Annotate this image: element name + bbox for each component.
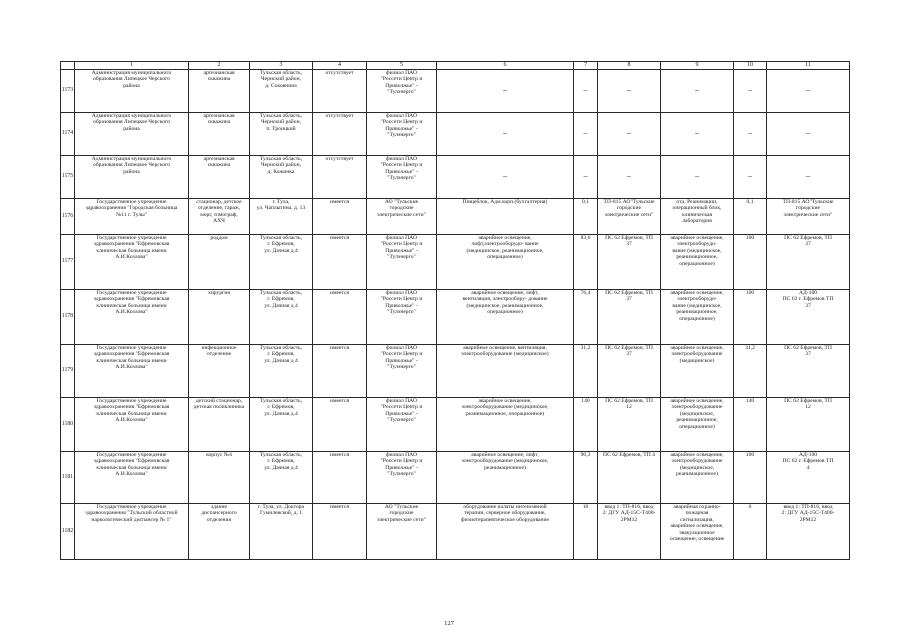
table-cell-c3: Тульская область, Чернский район, п. Троицкий — [250, 112, 313, 155]
table-cell-c7: 83,6 — [574, 234, 598, 289]
header-cell: 1 — [75, 62, 189, 70]
table-row — [61, 451, 850, 503]
table-cell-c6: – — [437, 112, 574, 155]
table-cell-c4: отсутствует — [313, 112, 367, 155]
table-cell-c8: ПС 62 Ефремов, ТП 37 — [598, 344, 661, 397]
table-cell-name: Государственное учреждение здравоохранения "Ефремовская клиническая больница имени А.И.Козлова" — [75, 451, 189, 503]
table-cell-c8: ТП-815 АО"Тульские городские электрические сети" — [598, 198, 661, 234]
table-cell-c6: аварийное освещение, вентиляция, электрооборудование (медицинское) — [437, 344, 574, 397]
table-cell-c7: – — [574, 112, 598, 155]
table-cell-c7: 10 — [574, 503, 598, 559]
table-cell-c11: – — [767, 69, 850, 112]
table-row — [61, 289, 850, 344]
row-number: 1177 — [61, 234, 75, 289]
table-cell-c5: филиал ПАО "Россети Центр и Приволжье" - "Тулэнерго" — [367, 344, 437, 397]
table-cell-c7: – — [574, 69, 598, 112]
table-cell-c10: 31,2 — [734, 344, 767, 397]
table-cell-c8: ПС 62 Ефремов, ТП 37 — [598, 234, 661, 289]
table-cell-c10: 100 — [734, 451, 767, 503]
table-cell-c11: ПС 62 Ефремов, ТП 12 — [767, 397, 850, 451]
row-number: 1179 — [61, 344, 75, 397]
row-number: 1181 — [61, 451, 75, 503]
table-cell-c4: имеется — [313, 198, 367, 234]
table-cell-name: Государственное учреждение здравоохранения "Ефремовская клиническая больница имени А.И.Козлова" — [75, 397, 189, 451]
table-cell-c4: отсутствует — [313, 155, 367, 198]
table-cell-c4: имеется — [313, 234, 367, 289]
header-cell-blank — [61, 62, 75, 70]
table-cell-c11: ПС 62 Ефремов, ТП 37 — [767, 344, 850, 397]
table-cell-c9: аварийное освещение, электрооборудование (медицинское) — [661, 344, 734, 397]
table-cell-c4: имеется — [313, 503, 367, 559]
table-cell-c2: хирургия — [189, 289, 250, 344]
table-cell-c3: Тульская область, Чернский район, д. Соковнина — [250, 69, 313, 112]
table-cell-c2: артезианская скважина — [189, 112, 250, 155]
table-cell-c10: 0,1 — [734, 198, 767, 234]
table-row — [61, 69, 850, 112]
table-cell-c2: корпус №4 — [189, 451, 250, 503]
table-cell-c6: – — [437, 69, 574, 112]
table-cell-c6: – — [437, 155, 574, 198]
header-row — [61, 62, 850, 70]
table-cell-c11: ТП-815 АО"Тульские городские электрические сети" — [767, 198, 850, 234]
table-cell-c8: ПС 62 Ефремов, ТП 37 — [598, 289, 661, 344]
table-cell-c2: роддом — [189, 234, 250, 289]
table-row — [61, 155, 850, 198]
table-cell-c8: – — [598, 155, 661, 198]
table-cell-c9: аварийная охранно- пожарная сигнализация, аварийное освещение, эвакуационное освещение, освещение — [661, 503, 734, 559]
row-number: 1178 — [61, 289, 75, 344]
table-cell-c7: 31,2 — [574, 344, 598, 397]
table-cell-name: Государственное учреждение здравоохранения "Ефремовская клиническая больница имени А.И.Козлова" — [75, 344, 189, 397]
table-cell-c5: филиал ПАО "Россети Центр и Приволжье" - "Тулэнерго" — [367, 112, 437, 155]
table-cell-c6: аварийное освещение, лифт,электрооборудо- вание (медицинское, реанимационное, операционное) — [437, 234, 574, 289]
table-cell-c9: аварийное освещение, электрооборудование (медицинское, реанимационное) — [661, 451, 734, 503]
table-cell-c7: – — [574, 155, 598, 198]
table-cell-c8: ввод 1: ТП-816, ввод 2: ДГУ АД-15С-Т400- 2РМ12 — [598, 503, 661, 559]
table-cell-c10: – — [734, 112, 767, 155]
table-cell-c11: ввод 1: ТП-816, ввод 2: ДГУ АД-15С-Т400- 2РМ12 — [767, 503, 850, 559]
row-number: 1180 — [61, 397, 75, 451]
row-number: 1174 — [61, 112, 75, 155]
table-cell-c6: Пищеблок, Адм.корп.(бухгалтерия) — [437, 198, 574, 234]
table-cell-name: Государственное учреждение здравоохранения "Городская больница №11 г. Тулы" — [75, 198, 189, 234]
table-cell-c11: – — [767, 112, 850, 155]
table-cell-name: Государственное учреждение здравоохранения "Ефремовская клиническая больница имени А.И.Козлова" — [75, 289, 189, 344]
table-row — [61, 112, 850, 155]
table-cell-c2: стационар, детское отделение, гараж, морг, томограф, АХЧ — [189, 198, 250, 234]
row-number: 1182 — [61, 503, 75, 559]
table-cell-c10: 100 — [734, 234, 767, 289]
header-cell: 9 — [661, 62, 734, 70]
table-cell-c7: 140 — [574, 397, 598, 451]
page-number: 127 — [444, 620, 454, 627]
table-cell-c8: ПС 62 Ефремов, ТП 4 — [598, 451, 661, 503]
table-cell-c5: филиал ПАО "Россети Центр и Приволжье" - "Тулэнерго" — [367, 234, 437, 289]
table-cell-name: Администрация муниципального образования Липецкое Черского района — [75, 69, 189, 112]
table-cell-c9: аварийное освещение, электрооборудо- вание (медицинское, реанимационное, операционное) — [661, 289, 734, 344]
table-cell-c5: АО "Тульские городские электрические сети" — [367, 503, 437, 559]
table-cell-c5: филиал ПАО "Россети Центр и Приволжье" - "Тулэнерго" — [367, 397, 437, 451]
table-row — [61, 344, 850, 397]
table-cell-c3: Тульская область, г. Ефремов, ул. Дачная д.4 — [250, 451, 313, 503]
table-cell-c7: 90,3 — [574, 451, 598, 503]
table-cell-c2: здание диспансерного отделения — [189, 503, 250, 559]
table-cell-c2: детский стационар, детская поликлиника — [189, 397, 250, 451]
table-cell-name: Государственное учреждение здравоохранения "Тульский областной наркологический диспансер № 1" — [75, 503, 189, 559]
table-cell-c9: аварийное освещение, электрооборудование (медицинское, реанимационное, операционное) — [661, 397, 734, 451]
table-cell-c10: – — [734, 69, 767, 112]
table-cell-c10: 100 — [734, 289, 767, 344]
table-cell-c9: – — [661, 69, 734, 112]
table-cell-c2: артезианская скважина — [189, 155, 250, 198]
table-cell-c5: филиал ПАО "Россети Центр и Приволжье" - "Тулэнерго" — [367, 69, 437, 112]
table-row — [61, 198, 850, 234]
table-cell-c3: Тульская область, г. Ефремов, ул. Дачная д.4 — [250, 234, 313, 289]
energy-facilities-table — [60, 61, 850, 560]
table-cell-c7: 76,4 — [574, 289, 598, 344]
table-cell-c4: имеется — [313, 451, 367, 503]
table-cell-c4: отсутствует — [313, 69, 367, 112]
table-cell-c2: инфекционное отделение — [189, 344, 250, 397]
table-row — [61, 234, 850, 289]
table-cell-c6: аварийное освещение, лифт, вентиляция, электрообору- дование (медицинское, реанимационное, операционное) — [437, 289, 574, 344]
table-cell-c10: 6 — [734, 503, 767, 559]
table-cell-c8: – — [598, 112, 661, 155]
table-cell-c3: г. Тула, ул. Чаплыгина, д. 13 — [250, 198, 313, 234]
header-cell: 3 — [250, 62, 313, 70]
table-cell-c9: аварийное освещение, электрооборудо- вание (медицинское, реанимационное, операционное) — [661, 234, 734, 289]
table-cell-c5: филиал ПАО "Россети Центр и Приволжье" - "Тулэнерго" — [367, 155, 437, 198]
table-cell-c3: г. Тула, ул. Доктора Гумилевской, д. 1 — [250, 503, 313, 559]
table-body — [61, 62, 850, 560]
row-number: 1176 — [61, 198, 75, 234]
header-cell: 11 — [767, 62, 850, 70]
table-cell-c9: – — [661, 112, 734, 155]
table-row — [61, 503, 850, 559]
table-cell-c2: артезианская скважина — [189, 69, 250, 112]
table-cell-c4: имеется — [313, 397, 367, 451]
table-cell-c5: филиал ПАО "Россети Центр и Приволжье" - "Тулэнерго" — [367, 451, 437, 503]
table-cell-c11: АД-100 ПС 62 г. Ефремов ТП 4 — [767, 451, 850, 503]
table-cell-c7: 0,1 — [574, 198, 598, 234]
table-cell-c11: – — [767, 155, 850, 198]
table-cell-c9: отд. Реанимации, операционный блок, клиническая лаборатория — [661, 198, 734, 234]
table-cell-c4: имеется — [313, 289, 367, 344]
table-cell-c8: ПС 62 Ефремов, ТП 12 — [598, 397, 661, 451]
header-cell: 10 — [734, 62, 767, 70]
table-cell-c3: Тульская область, г. Ефремов, ул. Дачная д.4 — [250, 397, 313, 451]
table-cell-c5: филиал ПАО "Россети Центр и Приволжье" - "Тулэнерго" — [367, 289, 437, 344]
table-cell-name: Государственное учреждение здравоохранения "Ефремовская клиническая больница имени А.И.Козлова" — [75, 234, 189, 289]
header-cell: 7 — [574, 62, 598, 70]
table-cell-c9: – — [661, 155, 734, 198]
table-cell-c10: 140 — [734, 397, 767, 451]
header-cell: 4 — [313, 62, 367, 70]
header-cell: 6 — [437, 62, 574, 70]
header-cell: 5 — [367, 62, 437, 70]
table-cell-c10: – — [734, 155, 767, 198]
row-number: 1175 — [61, 155, 75, 198]
table-cell-c8: – — [598, 69, 661, 112]
table-cell-c3: Тульская область, г. Ефремов, ул. Дачная д.4 — [250, 344, 313, 397]
document-sheet — [60, 61, 849, 560]
header-cell: 8 — [598, 62, 661, 70]
table-cell-name: Администрация муниципального образования Липецкое Черского района — [75, 155, 189, 198]
table-row — [61, 397, 850, 451]
table-cell-c3: Тульская область, г. Ефремов, ул. Дачная д.4 — [250, 289, 313, 344]
table-cell-c4: имеется — [313, 344, 367, 397]
table-cell-name: Администрация муниципального образования Липецкое Черского района — [75, 112, 189, 155]
table-cell-c6: аварийное освещение, лифт, электрооборудование (медицинское, реанимационное) — [437, 451, 574, 503]
table-cell-c11: ПС 62 Ефремов, ТП 37 — [767, 234, 850, 289]
table-cell-c6: аварийное освещение, электрооборудование (медицинское, реанимационное, операционное) — [437, 397, 574, 451]
table-cell-c11: АД-100 ПС 62 г. Ефремов ТП 37 — [767, 289, 850, 344]
table-cell-c6: оборудование палаты интенсивной терапии, серверное оборудование, физиотерапевтическое оборудование — [437, 503, 574, 559]
header-cell: 2 — [189, 62, 250, 70]
table-cell-c3: Тульская область, Чернский район, д. Кожинка — [250, 155, 313, 198]
table-cell-c5: АО "Тульские городские электрические сети" — [367, 198, 437, 234]
row-number: 1173 — [61, 69, 75, 112]
